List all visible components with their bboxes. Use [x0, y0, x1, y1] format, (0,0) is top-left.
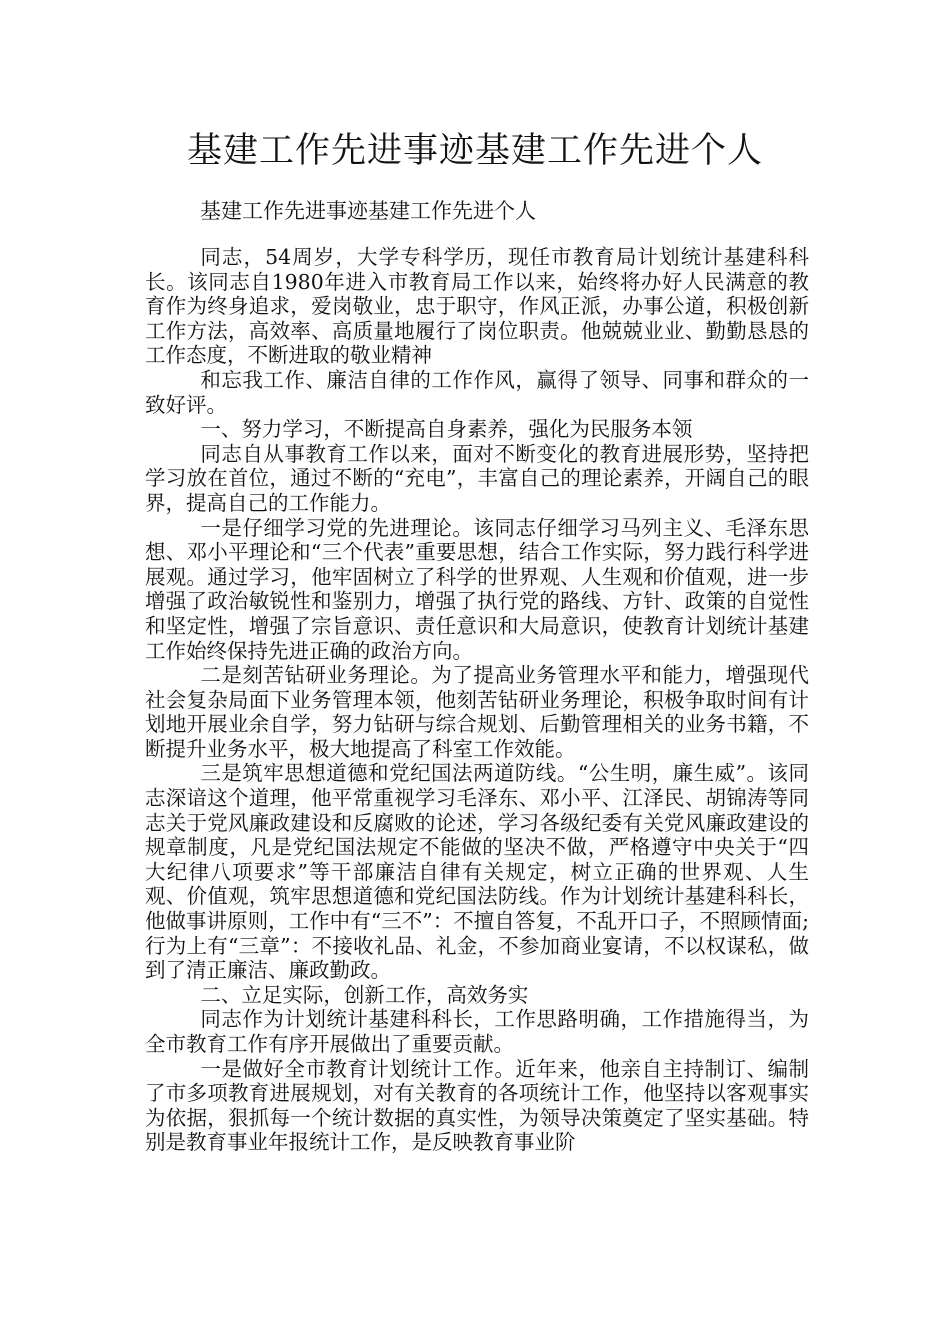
paragraph: 和忘我工作、廉洁自律的工作作风，赢得了领导、同事和群众的一致好评。	[145, 367, 809, 417]
paragraph: 同志，54周岁，大学专科学历，现任市教育局计划统计基建科科长。该同志自1980年进入市教育局工作以来，始终将办好人民满意的教育作为终身追求，爱岗敬业，忠于职守，作风正派，办事公道，积极创新工作方法，高效率、高质量地履行了岗位职责。他兢兢业业、勤勤恳恳的工作态度，不断进取的敬业精神	[145, 245, 809, 368]
section-heading: 二、立足实际，创新工作，高效务实	[200, 982, 529, 1007]
paragraph: 二是刻苦钻研业务理论。为了提高业务管理水平和能力，增强现代社会复杂局面下业务管理本领，他刻苦钻研业务理论，积极争取时间有计划地开展业余自学，努力钻研与综合规划、后勤管理相关的业务书籍，不断提升业务水平，极大地提高了科室工作效能。	[145, 663, 809, 761]
paragraph: 一是仔细学习党的先进理论。该同志仔细学习马列主义、毛泽东思想、邓小平理论和“三个代表”重要思想，结合工作实际，努力践行科学进展观。通过学习，他牢固树立了科学的世界观、人生观和价值观，进一步增强了政治敏锐性和鉴别力，增强了执行党的路线、方针、政策的自觉性和坚定性，增强了宗旨意识、责任意识和大局意识，使教育计划统计基建工作始终保持先进正确的政治方向。	[145, 515, 809, 663]
document-subtitle: 基建工作先进事迹基建工作先进个人	[200, 199, 536, 223]
document-title: 基建工作先进事迹基建工作先进个人	[186, 131, 763, 171]
paragraph: 同志作为计划统计基建科科长，工作思路明确，工作措施得当，为全市教育工作有序开展做出了重要贡献。	[145, 1007, 809, 1056]
paragraph: 同志自从事教育工作以来，面对不断变化的教育进展形势，坚持把学习放在首位，通过不断的“充电”，丰富自己的理论素养，开阔自己的眼界，提高自己的工作能力。	[145, 441, 809, 515]
paragraph: 三是筑牢思想道德和党纪国法两道防线。“公生明，廉生威”。该同志深谙这个道理，他平常重视学习毛泽东、邓小平、江泽民、胡锦涛等同志关于党风廉政建设和反腐败的论述，学习各级纪委有关党风廉政建设的规章制度，凡是党纪国法规定不能做的坚决不做，严格遵守中央关于“四大纪律八项要求”等干部廉洁自律有关规定，树立正确的世界观、人生观、价值观，筑牢思想道德和党纪国法防线。作为计划统计基建科科长，他做事讲原则，工作中有“三不”：不擅自答复，不乱开口子，不照顾情面;行为上有“三章”：不接收礼品、礼金，不参加商业宴请，不以权谋私，做到了清正廉洁、廉政勤政。	[145, 761, 809, 983]
paragraph: 一是做好全市教育计划统计工作。近年来，他亲自主持制订、编制了市多项教育进展规划，对有关教育的各项统计工作，他坚持以客观事实为依据，狠抓每一个统计数据的真实性，为领导决策奠定了坚实基础。特别是教育事业年报统计工作，是反映教育事业阶	[145, 1056, 809, 1155]
document-body	[145, 245, 809, 1155]
section-heading: 一、努力学习，不断提高自身素养，强化为民服务本领	[200, 417, 693, 442]
